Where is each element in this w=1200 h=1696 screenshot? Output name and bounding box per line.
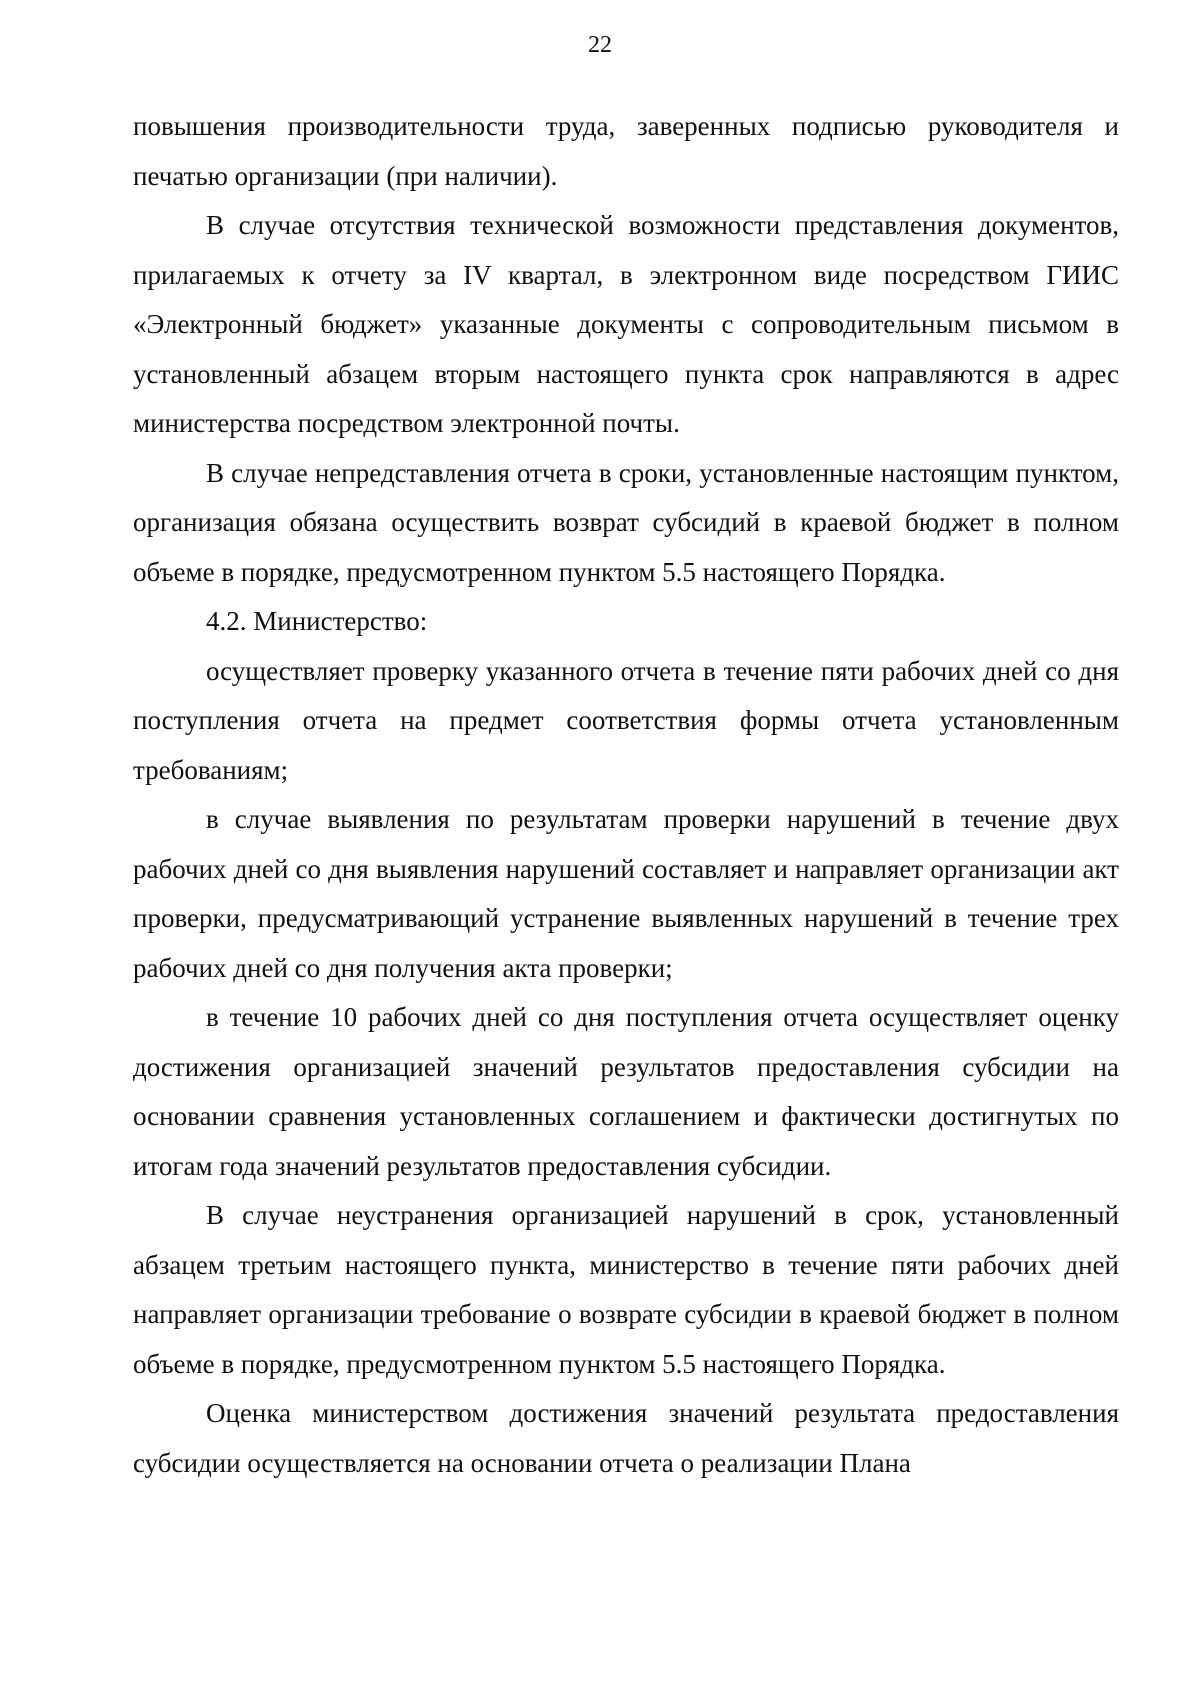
document-body	[133, 102, 1119, 1488]
section-heading-4-2: 4.2. Министерство:	[206, 606, 428, 636]
page-number: 22	[588, 32, 612, 58]
paragraph-violations-not-eliminated: В случае неустранения организацией нарушений в срок, установленный абзацем третьим настоящего пункта, министерство в течение пяти рабочих дней направляет организации требование о возврате субсидии в краевой бюджет в полном объеме в порядке, предусмотренном пунктом 5.5 настоящего Порядка.	[133, 1200, 1119, 1379]
paragraph-violations-found: в случае выявления по результатам проверки нарушений в течение двух рабочих дней со дня выявления нарушений составляет и направляет организации акт проверки, предусматривающий устранение выявленных нарушений в течение трех рабочих дней со дня получения акта проверки;	[133, 804, 1119, 983]
paragraph-evaluation-basis: Оценка министерством достижения значений результата предоставления субсидии осуществляется на основании отчета о реализации Плана	[133, 1398, 1119, 1478]
paragraph-report-not-submitted: В случае непредставления отчета в сроки, установленные настоящим пунктом, организация обязана осуществить возврат субсидий в краевой бюджет в полном объеме в порядке, предусмотренном пунктом 5.5 настоящего Порядка.	[133, 457, 1119, 587]
paragraph-no-technical-possibility: В случае отсутствия технической возможности представления документов, прилагаемых к отчету за IV квартал, в электронном виде посредством ГИИС «Электронный бюджет» указанные документы с сопроводительным письмом в установленный абзацем вторым настоящего пункта срок направляются в адрес министерства посредством электронной почты.	[133, 210, 1119, 438]
paragraph-continuation: повышения производительности труда, заверенных подписью руководителя и печатью организации (при наличии).	[133, 111, 1119, 191]
paragraph-results-evaluation: в течение 10 рабочих дней со дня поступления отчета осуществляет оценку достижения организацией значений результатов предоставления субсидии на основании сравнения установленных соглашением и фактически достигнутых по итогам года значений результатов предоставления субсидии.	[133, 1002, 1119, 1181]
paragraph-report-check: осуществляет проверку указанного отчета в течение пяти рабочих дней со дня поступления отчета на предмет соответствия формы отчета установленным требованиям;	[133, 655, 1119, 785]
